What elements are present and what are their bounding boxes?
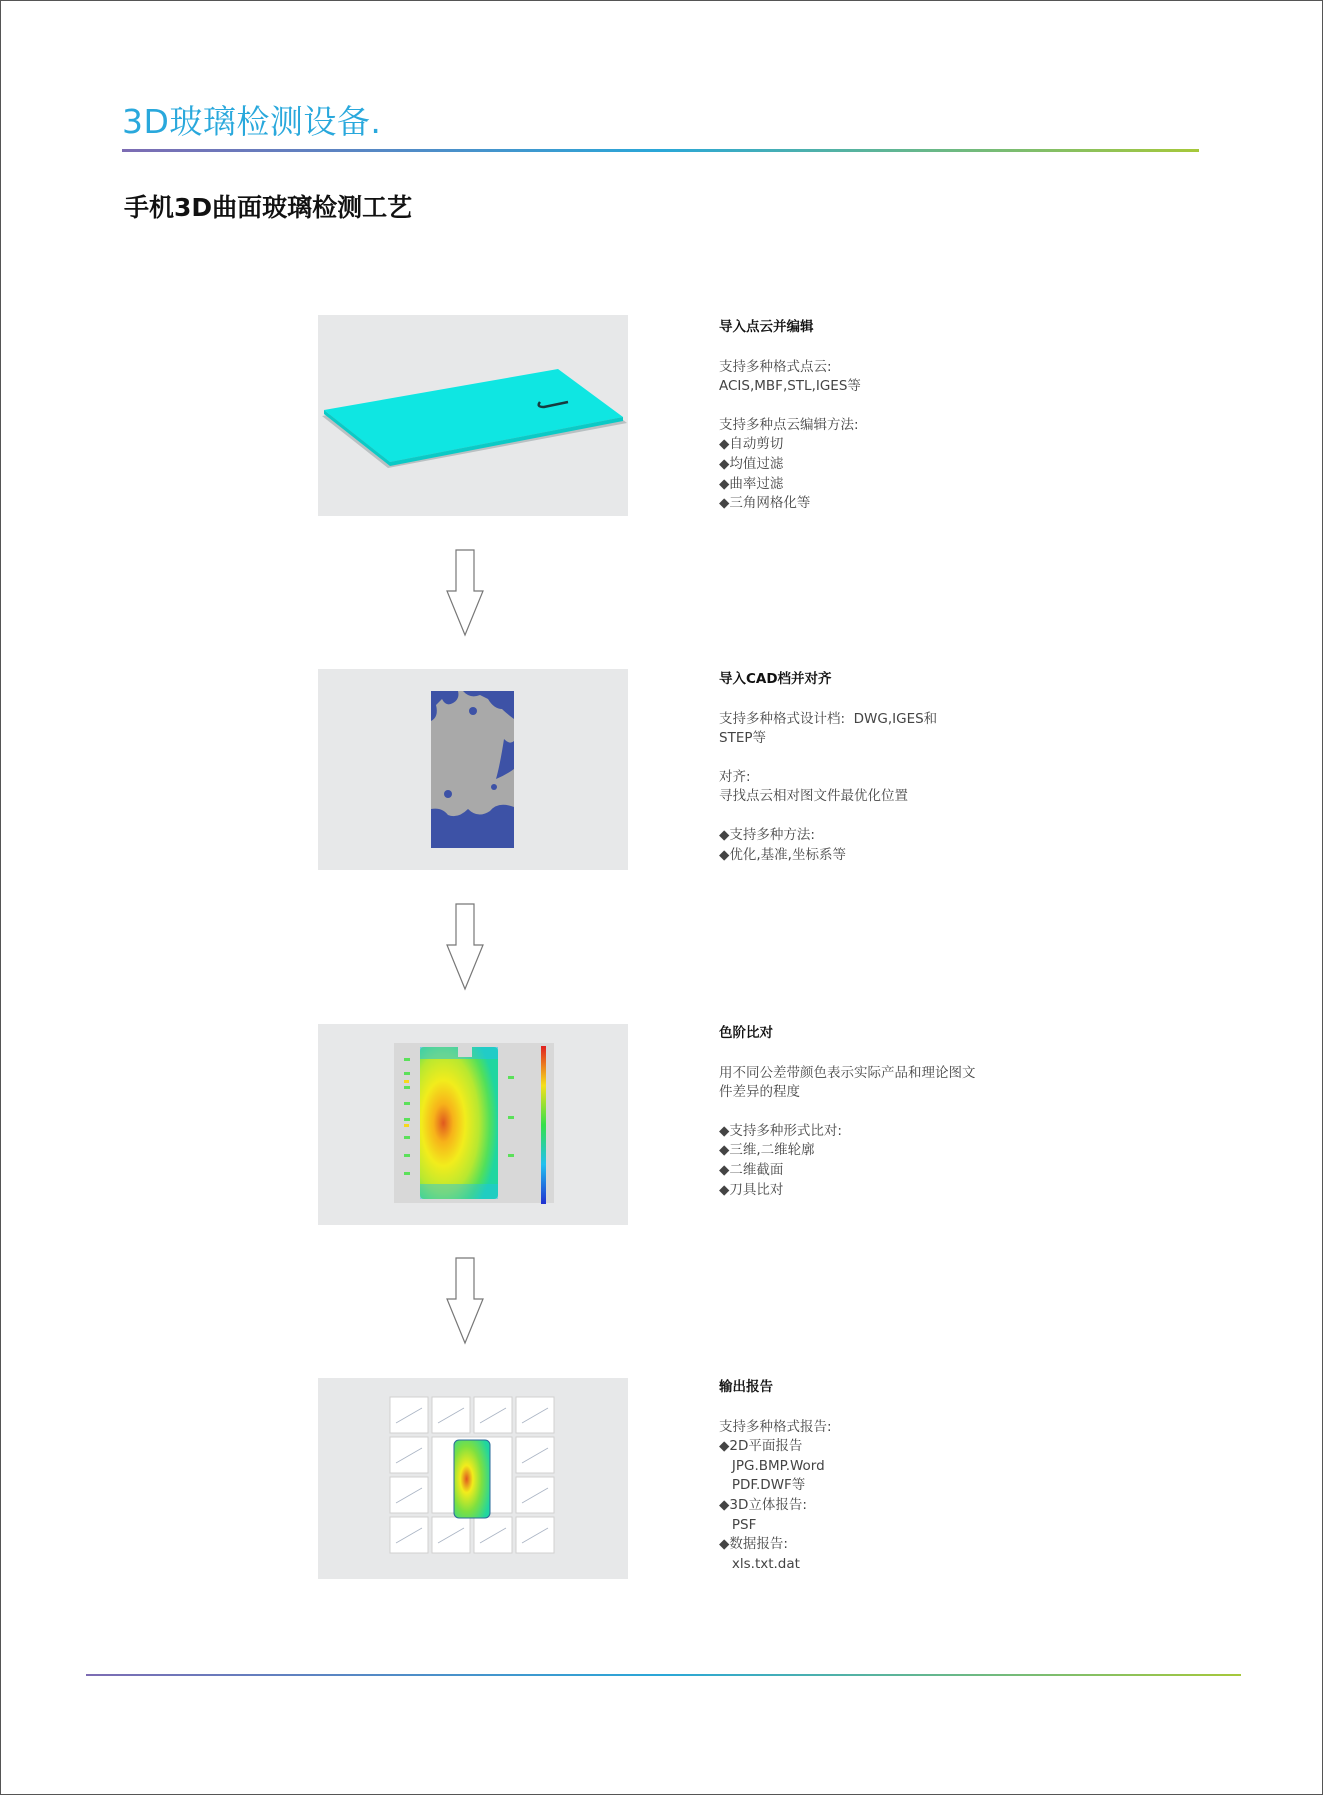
- step-1-heading: 导入点云并编辑: [719, 319, 814, 335]
- step-3-line: 用不同公差带颜色表示实际产品和理论图文: [719, 1064, 976, 1081]
- report-output-image: [318, 1378, 628, 1579]
- step-1-line: 支持多种格式点云:: [719, 358, 832, 375]
- step-3-line: ◆二维截面: [719, 1161, 784, 1178]
- step-2-line: 支持多种格式设计档: DWG,IGES和: [719, 710, 938, 727]
- step-3-line: ◆支持多种形式比对:: [719, 1122, 842, 1139]
- step-4-line: ◆2D平面报告: [719, 1438, 803, 1455]
- step-2-line: 寻找点云相对图文件最优化位置: [719, 788, 908, 805]
- step-3-line: 件差异的程度: [719, 1084, 800, 1101]
- step-2-line: ◆支持多种方法:: [719, 826, 815, 843]
- step-3-heading: 色阶比对: [719, 1025, 773, 1041]
- footer-divider: [86, 1674, 1241, 1676]
- down-arrow-icon: [445, 1257, 485, 1345]
- down-arrow-icon: [445, 549, 485, 637]
- step-1-line: 支持多种点云编辑方法:: [719, 416, 859, 433]
- step-4-heading: 输出报告: [719, 1379, 773, 1395]
- step-1-line: ◆三角网格化等: [719, 495, 811, 512]
- down-arrow-icon: [445, 903, 485, 991]
- step-2-text: [719, 670, 1019, 865]
- step-4-line: PSF: [719, 1516, 757, 1533]
- step-2-line: STEP等: [719, 730, 766, 747]
- step-4-line: ◆数据报告:: [719, 1536, 788, 1553]
- step-4-line: xls.txt.dat: [719, 1555, 800, 1572]
- step-4-line: JPG.BMP.Word: [719, 1457, 825, 1474]
- step-3-text: [719, 1024, 1019, 1200]
- step-2-line: ◆优化,基准,坐标系等: [719, 846, 846, 863]
- point-cloud-image: [318, 315, 628, 516]
- step-4-text: [719, 1378, 1019, 1574]
- step-1-line: ◆自动剪切: [719, 436, 784, 453]
- step-2-line: 对齐:: [719, 768, 751, 785]
- step-1-line: ◆均值过滤: [719, 455, 784, 472]
- color-comparison-image: [318, 1024, 628, 1225]
- step-4-line: ◆3D立体报告:: [719, 1496, 807, 1513]
- step-2-heading: 导入CAD档并对齐: [719, 671, 832, 687]
- step-4-line: 支持多种格式报告:: [719, 1418, 832, 1435]
- section-title: 手机3D曲面玻璃检测工艺: [124, 193, 413, 222]
- step-1-line: ACIS,MBF,STL,IGES等: [719, 378, 861, 395]
- cad-alignment-image: [318, 669, 628, 870]
- step-3-line: ◆刀具比对: [719, 1181, 784, 1198]
- page-title: 3D玻璃检测设备.: [122, 102, 382, 141]
- step-3-line: ◆三维,二维轮廓: [719, 1142, 815, 1159]
- step-4-line: PDF.DWF等: [719, 1477, 806, 1494]
- step-1-text: [719, 318, 1019, 514]
- step-1-line: ◆曲率过滤: [719, 475, 784, 492]
- title-divider: [122, 149, 1199, 152]
